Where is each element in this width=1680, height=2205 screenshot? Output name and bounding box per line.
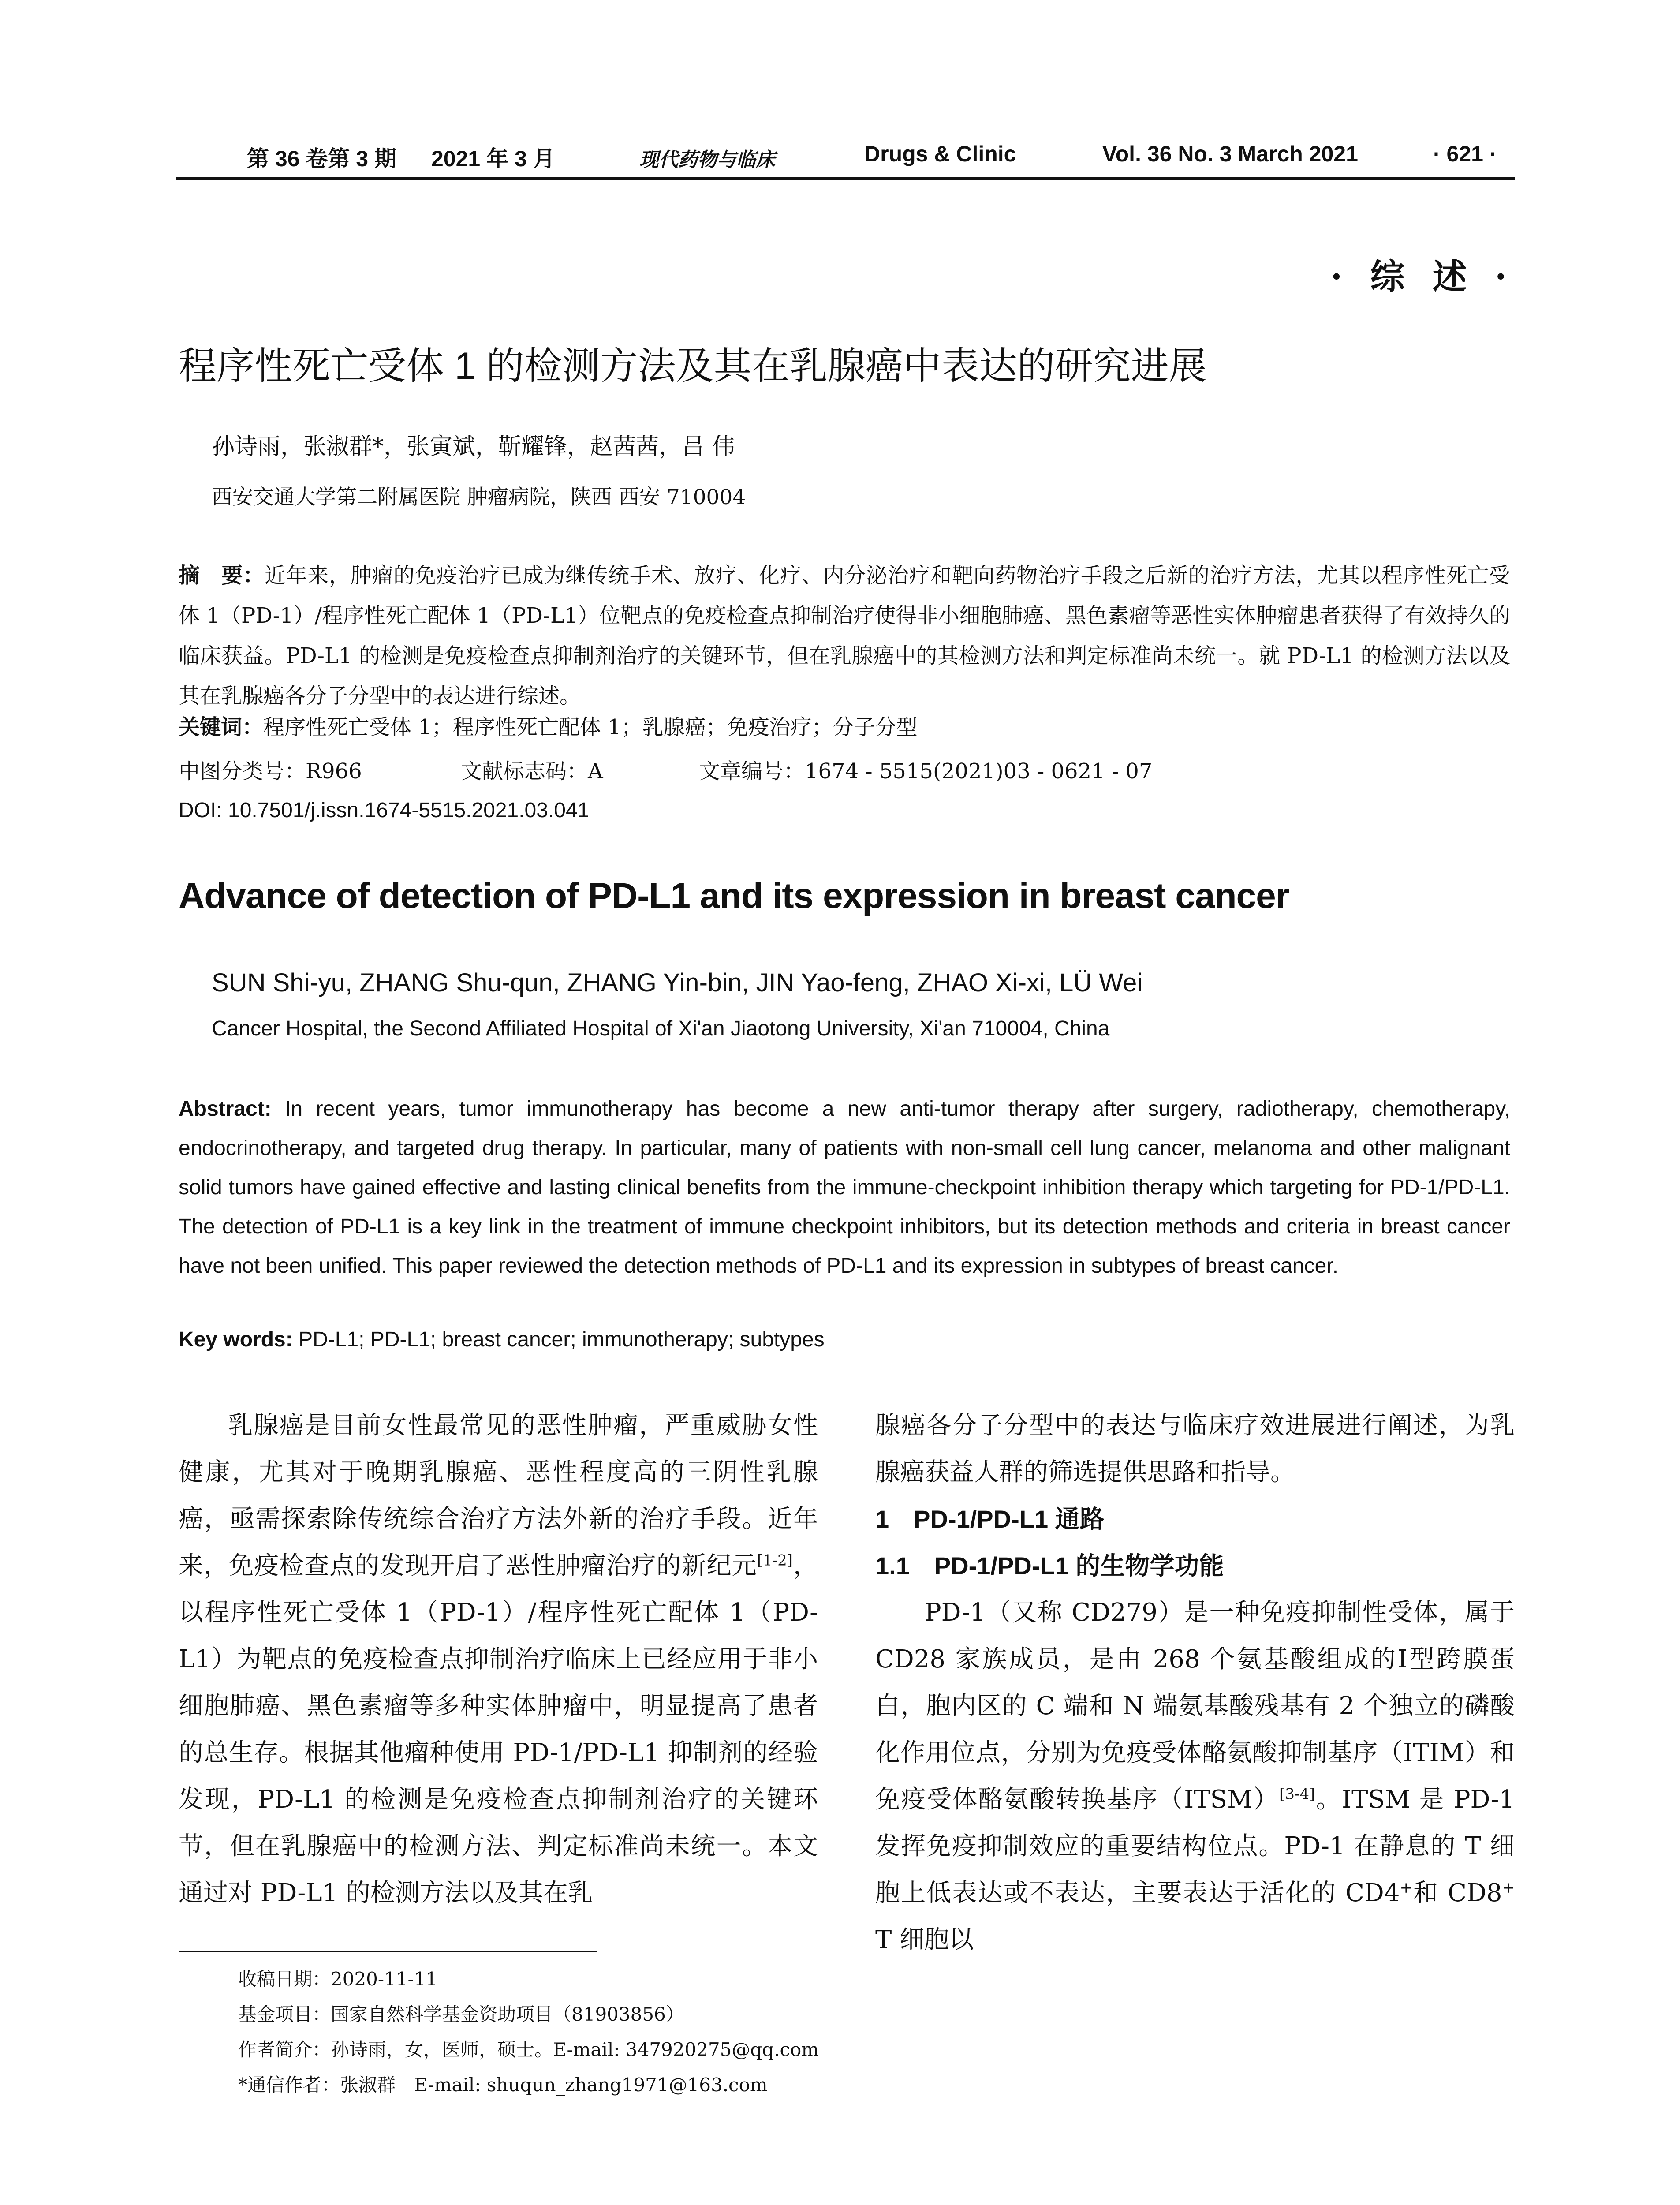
affiliation-english: Cancer Hospital, the Second Affiliated Hospital of Xi'an Jiaotong University, Xi'an 710004, China (212, 1017, 1110, 1040)
pd1-text-c: 和 CD8 (1412, 1879, 1502, 1907)
authors-chinese: 孙诗雨，张淑群*，张寅斌，靳耀锋，赵茜茜，吕 伟 (212, 434, 735, 460)
keywords-chinese-label: 关键词： (179, 715, 264, 740)
pd1-text-d: T 细胞以 (875, 1925, 974, 1954)
footnote-fund: 基金项目：国家自然科学基金资助项目（81903856） (238, 2003, 684, 2025)
document-code: 文献标志码：A (461, 759, 603, 784)
pd1-text-b: 。ITSM 是 PD-1 发挥免疫抑制效应的重要结构位点。PD-1 在静息的 T 细胞上低表达或不表达，主要表达于活化的 CD4 (875, 1785, 1515, 1907)
superscript-plus-1: + (1400, 1879, 1412, 1897)
keywords-english (179, 1327, 825, 1352)
abstract-english-text: In recent years, tumor immunotherapy has become a new anti-tumor therapy after surgery, radiotherapy, chemotherapy, endocrinotherapy, and targeted drug therapy. In particular, many of patients with non-small cell lung cancer, melanoma and other malignant solid tumors have gained effective and lasting clinical benefits from the immune-checkpoint inhibition therapy which targeting for PD-1/PD-L1. The detection of PD-L1 is a key link in the treatment of immune checkpoint inhibitors, but its detection methods and criteria in breast cancer have not been unified. This paper reviewed the detection methods of PD-L1 and its expression in subtypes of breast cancer. (179, 1097, 1511, 1278)
intro-text-a: 乳腺癌是目前女性最常见的恶性肿瘤，严重威胁女性健康，尤其对于晚期乳腺癌、恶性程度高的三阴性乳腺癌，亟需探索除传统综合治疗方法外新的治疗手段。近年来，免疫检查点的发现开启了恶性肿瘤治疗的新纪元 (179, 1411, 818, 1580)
footnote-author-bio: 作者简介：孙诗雨，女，医师，硕士。E-mail: 347920275@qq.com (238, 2039, 819, 2060)
header-date-cn: 2021 年 3 月 (431, 146, 555, 171)
footnote-rule (179, 1951, 597, 1952)
section-heading-1-1: 1.1 PD-1/PD-L1 的生物学功能 (875, 1552, 1224, 1580)
keywords-english-text: PD-L1; PD-L1; breast cancer; immunotherapy; subtypes (299, 1328, 825, 1351)
affiliation-chinese: 西安交通大学第二附属医院 肿瘤病院，陕西 西安 710004 (212, 485, 746, 509)
abstract-chinese-label: 摘 要： (179, 563, 265, 588)
footnote-corresponding: *通信作者：张淑群 E-mail: shuqun_zhang1971@163.com (238, 2074, 768, 2096)
body-paragraph-continued: 腺癌各分子分型中的表达与临床疗效进展进行阐述，为乳腺癌获益人群的筛选提供思路和指导。 (875, 1411, 1515, 1487)
keywords-english-label: Key words: (179, 1328, 293, 1351)
abstract-chinese-text: 近年来，肿瘤的免疫治疗已成为继传统手术、放疗、化疗、内分泌治疗和靶向药物治疗手段之后新的治疗方法，尤其以程序性死亡受体 1（PD-1）/程序性死亡配体 1（PD-L1）位靶点的免疫检查点抑制治疗使得非小细胞肺癌、黑色素瘤等恶性实体肿瘤患者获得了有效持久的临床获益。PD-L1 的检测是免疫检查点抑制剂治疗的关键环节，但在乳腺癌中的其检测方法和判定标准尚未统一。就 PD-L1 的检测方法以及其在乳腺癌各分子分型中的表达进行综述。 (179, 563, 1510, 708)
header-volume-cn: 第 36 卷第 3 期 (247, 146, 396, 171)
title-chinese: 程序性死亡受体 1 的检测方法及其在乳腺癌中表达的研究进展 (179, 345, 1207, 387)
header-page-number: · 621 · (1433, 142, 1497, 166)
doi: DOI: 10.7501/j.issn.1674-5515.2021.03.041 (179, 799, 590, 822)
header-rule (176, 177, 1515, 180)
body-column-left (179, 1402, 818, 1917)
clc-number: 中图分类号：R966 (179, 759, 362, 784)
section-heading-1: 1 PD-1/PD-L1 通路 (875, 1505, 1105, 1533)
footnote-received: 收稿日期：2020-11-11 (238, 1968, 438, 1990)
body-paragraph-intro (179, 1402, 818, 1917)
abstract-chinese (179, 556, 1510, 716)
section-label: · 综 述 · (1330, 257, 1515, 297)
abstract-english (179, 1089, 1510, 1286)
abstract-english-label: Abstract: (179, 1097, 272, 1121)
citation-1-2: [1-2] (757, 1551, 793, 1570)
pd1-text-a: PD-1（又称 CD279）是一种免疫抑制性受体，属于 CD28 家族成员，是由 268 个氨基酸组成的Ⅰ型跨膜蛋白，胞内区的 C 端和 N 端氨基酸残基有 2 个独立的磷酸化作用位点，分别为免疫受体酪氨酸抑制基序（ITIM）和免疫受体酪氨酸转换基序（ITSM） (875, 1598, 1515, 1814)
citation-3-4: [3-4] (1279, 1785, 1315, 1803)
running-header (176, 141, 1515, 176)
header-volume-en: Vol. 36 No. 3 March 2021 (1102, 142, 1358, 166)
article-number: 文章编号：1674 - 5515(2021)03 - 0621 - 07 (699, 759, 1153, 784)
keywords-chinese-text: 程序性死亡受体 1；程序性死亡配体 1；乳腺癌；免疫治疗；分子分型 (263, 715, 918, 740)
intro-text-b: ，以程序性死亡受体 1（PD-1）/程序性死亡配体 1（PD-L1）为靶点的免疫检查点抑制治疗临床上已经应用于非小细胞肺癌、黑色素瘤等多种实体肿瘤中，明显提高了患者的总生存。根据其他瘤种使用 PD-1/PD-L1 抑制剂的经验发现，PD-L1 的检测是免疫检查点抑制剂治疗的关键环节，但在乳腺癌中的检测方法、判定标准尚未统一。本文通过对 PD-L1 的检测方法以及其在乳 (179, 1551, 818, 1907)
superscript-plus-2: + (1502, 1879, 1515, 1897)
authors-english: SUN Shi-yu, ZHANG Shu-qun, ZHANG Yin-bin, JIN Yao-feng, ZHAO Xi-xi, LÜ Wei (212, 968, 1143, 997)
keywords-chinese (179, 710, 918, 740)
title-english: Advance of detection of PD-L1 and its expression in breast cancer (179, 876, 1289, 916)
header-journal-cn: 现代药物与临床 (639, 149, 775, 171)
body-column-right (875, 1402, 1515, 1963)
body-paragraph-pd1 (875, 1589, 1515, 1963)
header-journal-en: Drugs & Clinic (864, 142, 1016, 166)
